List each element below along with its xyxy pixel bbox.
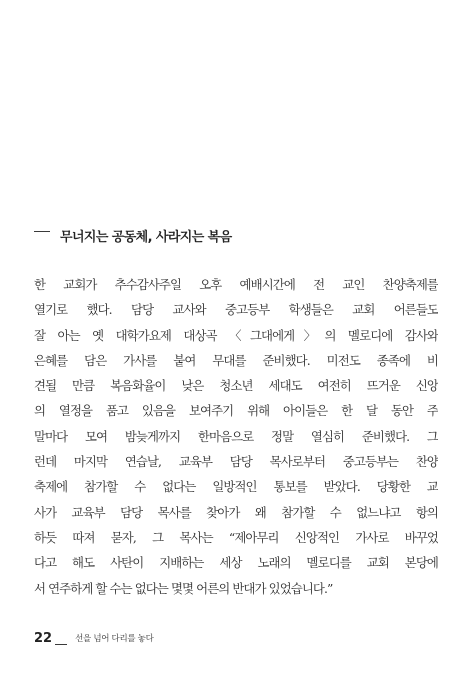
page-footer — [34, 631, 154, 647]
section-title: 무너지는 공동체, 사라지는 복음 — [60, 230, 232, 245]
body-line: 견될 만큼 복음화율이 낮은 청소년 세대도 여전히 뜨거운 신앙 — [34, 378, 438, 394]
body-line: 다고 해도 사탄이 지배하는 세상 노래의 멜로디를 교회 본당에 — [34, 555, 438, 571]
body-line: 서 연주하게 할 수는 없다는 몇몇 어른의 반대가 있었습니다.” — [34, 580, 333, 596]
body-line: 사가 교육부 담당 목사를 찾아가 왜 참가할 수 없느냐고 항의 — [34, 504, 438, 520]
heading-rule — [34, 231, 50, 232]
body-line: 한 교회가 추수감사주일 오후 예배시간에 전 교인 찬양축제를 — [34, 277, 438, 292]
section-heading — [34, 228, 434, 248]
page-number: 22 — [34, 631, 53, 646]
body-line: 은혜를 담은 가사를 붙여 무대를 준비했다. 미전도 종족에 비 — [34, 352, 438, 368]
body-line: 말마다 모여 밤늦게까지 한마음으로 정말 열심히 준비했다. 그 — [34, 428, 438, 444]
body-line: 의 열정을 품고 있음을 보여주기 위해 아이들은 한 달 동안 주 — [34, 403, 438, 419]
body-line: 하듯 따져 묻자, 그 목사는 “제아무리 신앙적인 가사로 바꾸었 — [34, 529, 438, 545]
body-line: 잘 아는 옛 대학가요제 대상곡 〈그대에게〉의 멜로디에 감사와 — [34, 327, 438, 343]
book-title: 선을 넘어 다리를 놓다 — [75, 634, 154, 644]
body-line: 축제에 참가할 수 없다는 일방적인 통보를 받았다. 당황한 교 — [34, 479, 438, 495]
body-paragraph — [34, 272, 438, 601]
body-line: 열기로 했다. 담당 교사와 중고등부 학생들은 교회 어른들도 — [34, 302, 438, 318]
body-line: 런데 마지막 연습날, 교육부 담당 목사로부터 중고등부는 찬양 — [34, 454, 438, 470]
footer-rule — [55, 644, 67, 645]
